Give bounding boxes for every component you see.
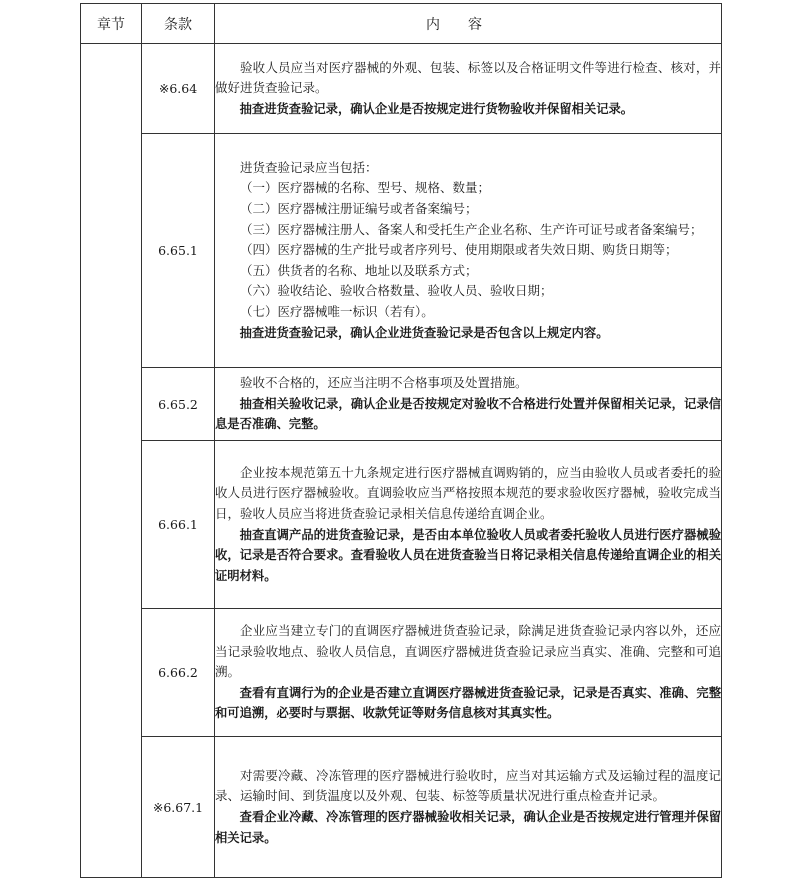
check-method-text: 抽查进货查验记录，确认企业是否按规定进行货物验收并保留相关记录。 xyxy=(239,101,634,116)
regulation-table xyxy=(80,3,722,878)
clause-content xyxy=(215,368,722,441)
list-item: （一）医疗器械的名称、型号、规格、数量； xyxy=(240,180,491,196)
list-item: （三）医疗器械注册人、备案人和受托生产企业名称、生产许可证号或者备案编号； xyxy=(240,221,703,237)
requirement-text: 进货查验记录应当包括： xyxy=(240,159,378,175)
clause-number: 6.65.1 xyxy=(142,134,215,368)
requirement-text: 企业按本规范第五十九条规定进行医疗器械直调购销的，应当由验收人员或者委托的验收人员进行医疗器械验收。直调验收应当严格按照本规范的要求验收医疗器械，验收完成当日，验收人员应当将进货查验记录相关信息传递给直调企业。 xyxy=(215,464,721,521)
clause-content xyxy=(215,44,722,134)
clause-number: 6.66.2 xyxy=(142,609,215,737)
check-method-text: 抽查进货查验记录，确认企业进货查验记录是否包含以上规定内容。 xyxy=(239,325,609,340)
clause-number: ※6.64 xyxy=(142,44,215,134)
table-row xyxy=(81,368,722,441)
table-row xyxy=(81,737,722,878)
check-method-text: 抽查直调产品的进货查验记录，是否由本单位验收人员或者委托验收人员进行医疗器械验收，记录是否符合要求。查看验收人员在进货查验当日将记录相关信息传递给直调企业的相关证明材料。 xyxy=(215,527,721,583)
header-content: 内容 xyxy=(215,4,722,44)
clause-content xyxy=(215,134,722,368)
check-method-text: 抽查相关验收记录，确认企业是否按规定对验收不合格进行处置并保留相关记录，记录信息是否准确、完整。 xyxy=(215,396,721,432)
clause-content xyxy=(215,737,722,878)
header-chapter: 章节 xyxy=(81,4,142,44)
requirement-text: 验收不合格的，还应当注明不合格事项及处置措施。 xyxy=(240,375,528,391)
list-item: （四）医疗器械的生产批号或者序列号、使用期限或者失效日期、购货日期等； xyxy=(240,242,678,258)
clause-number: ※6.67.1 xyxy=(142,737,215,878)
requirement-text: 企业应当建立专门的直调医疗器械进货查验记录，除满足进货查验记录内容以外，还应当记录验收地点、验收人员信息，直调医疗器械进货查验记录应当真实、准确、完整和可追溯。 xyxy=(215,623,721,680)
clause-content xyxy=(215,609,722,737)
clause-number: 6.66.1 xyxy=(142,441,215,609)
table-row xyxy=(81,609,722,737)
clause-content xyxy=(215,441,722,609)
list-item: （二）医疗器械注册证编号或者备案编号； xyxy=(240,201,478,217)
clause-number: 6.65.2 xyxy=(142,368,215,441)
requirement-text: 对需要冷藏、冷冻管理的医疗器械进行验收时，应当对其运输方式及运输过程的温度记录、运输时间、到货温度以及外观、包装、标签等质量状况进行重点检查并记录。 xyxy=(215,767,721,804)
list-item: （七）医疗器械唯一标识（若有）。 xyxy=(240,303,434,319)
table-row xyxy=(81,441,722,609)
table-row xyxy=(81,134,722,368)
header-row xyxy=(81,4,722,44)
chapter-cell xyxy=(81,44,142,878)
requirement-text: 验收人员应当对医疗器械的外观、包装、标签以及合格证明文件等进行检查、核对，并做好进货查验记录。 xyxy=(215,59,721,96)
check-method-text: 查看企业冷藏、冷冻管理的医疗器械验收相关记录，确认企业是否按规定进行管理并保留相关记录。 xyxy=(215,810,721,845)
table-row xyxy=(81,44,722,134)
list-item: （六）验收结论、验收合格数量、验收人员、验收日期； xyxy=(240,283,553,299)
header-clause: 条款 xyxy=(142,4,215,44)
list-item: （五）供货者的名称、地址以及联系方式； xyxy=(240,262,478,278)
check-method-text: 查看有直调行为的企业是否建立直调医疗器械进货查验记录，记录是否真实、准确、完整和可追溯，必要时与票据、收款凭证等财务信息核对其真实性。 xyxy=(215,685,721,721)
